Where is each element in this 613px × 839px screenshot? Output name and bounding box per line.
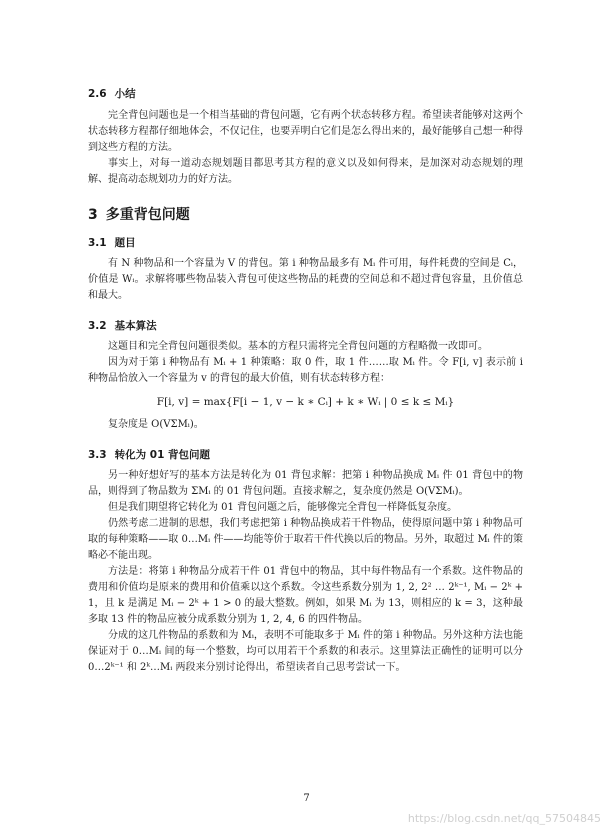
section-3-3-heading <box>88 447 523 462</box>
section-3-2-heading <box>88 318 523 333</box>
paragraph: 这题目和完全背包问题很类似。基本的方程只需将完全背包问题的方程略微一改即可。 <box>108 341 488 352</box>
section-title: 转化为 01 背包问题 <box>114 449 211 461</box>
section-number: 3 <box>88 207 98 223</box>
paragraph: 事实上，对每一道动态规划题目都思考其方程的意义以及如何得来，是加深对动态规划的理解、提高动态规划功力的好方法。 <box>88 158 523 185</box>
paragraph: 另一种好想好写的基本方法是转化为 01 背包求解：把第 i 种物品换成 Mᵢ 件 01 背包中的物品，则得到了物品数为 ΣMᵢ 的 01 背包问题。直接求解之，复杂度仍然是 O(VΣMᵢ)。 <box>88 470 523 497</box>
paragraph: 有 N 种物品和一个容量为 V 的背包。第 i 种物品最多有 Mᵢ 件可用，每件耗费的空间是 Cᵢ，价值是 Wᵢ。求解将哪些物品装入背包可使这些物品的耗费的空间总和不超过背包容量，且价值总和最大。 <box>88 258 523 301</box>
page-number: 7 <box>303 793 310 804</box>
section-title: 小结 <box>114 88 136 100</box>
section-number: 3.2 <box>88 320 107 332</box>
equation: F[i, v] = max{F[i − 1, v − k ∗ Cᵢ] + k ∗ Wᵢ | 0 ≤ k ≤ Mᵢ} <box>156 396 455 408</box>
paragraph: 分成的这几件物品的系数和为 Mᵢ，表明不可能取多于 Mᵢ 件的第 i 种物品。另外这种方法也能保证对于 0…Mᵢ 间的每一个整数，均可以用若干个系数的和表示。这里算法正确性的证明可以分 0…2ᵏ⁻¹ 和 2ᵏ…Mᵢ 两段来分别讨论得出，希望读者自己思考尝试一下。 <box>88 630 523 673</box>
section-number: 3.1 <box>88 237 107 249</box>
paragraph: 复杂度是 O(VΣMᵢ)。 <box>108 419 204 430</box>
section-number: 3.3 <box>88 449 107 461</box>
section-3-1-heading <box>88 235 523 250</box>
paragraph: 完全背包问题也是一个相当基础的背包问题，它有两个状态转移方程。希望读者能够对这两个状态转移方程都仔细地体会，不仅记住，也要弄明白它们是怎么得出来的，最好能够自己想一种得到这些方程的方法。 <box>88 110 523 153</box>
section-title: 基本算法 <box>114 320 157 332</box>
section-3-heading <box>88 204 523 224</box>
page-body <box>88 86 523 676</box>
section-title: 多重背包问题 <box>105 207 190 223</box>
watermark: https://blog.csdn.net/qq_57504845 <box>407 812 601 825</box>
paragraph: 方法是：将第 i 种物品分成若干件 01 背包中的物品，其中每件物品有一个系数。这件物品的费用和价值均是原来的费用和价值乘以这个系数。令这些系数分别为 1, 2, 2² … 2ᵏ⁻¹, Mᵢ − 2ᵏ + 1，且 k 是满足 Mᵢ − 2ᵏ + 1 > 0 的最大整数。例如，如果 Mᵢ 为 13，则相应的 k = 3，这种最多取 13 件的物品应被分成系数分别为 1, 2, 4, 6 的四件物品。 <box>88 566 523 625</box>
paragraph: 但是我们期望将它转化为 01 背包问题之后，能够像完全背包一样降低复杂度。 <box>108 502 458 513</box>
section-2-6-heading <box>88 86 523 101</box>
paragraph: 仍然考虑二进制的思想，我们考虑把第 i 种物品换成若干件物品，使得原问题中第 i 种物品可取的每种策略——取 0…Mᵢ 件——均能等价于取若干件代换以后的物品。另外，取超过 Mᵢ 件的策略必不能出现。 <box>88 518 523 561</box>
paragraph: 因为对于第 i 种物品有 Mᵢ + 1 种策略：取 0 件，取 1 件……取 Mᵢ 件。令 F[i, v] 表示前 i 种物品恰放入一个容量为 v 的背包的最大价值，则有状态转移方程： <box>88 357 523 384</box>
section-number: 2.6 <box>88 88 107 100</box>
section-title: 题目 <box>114 237 136 249</box>
